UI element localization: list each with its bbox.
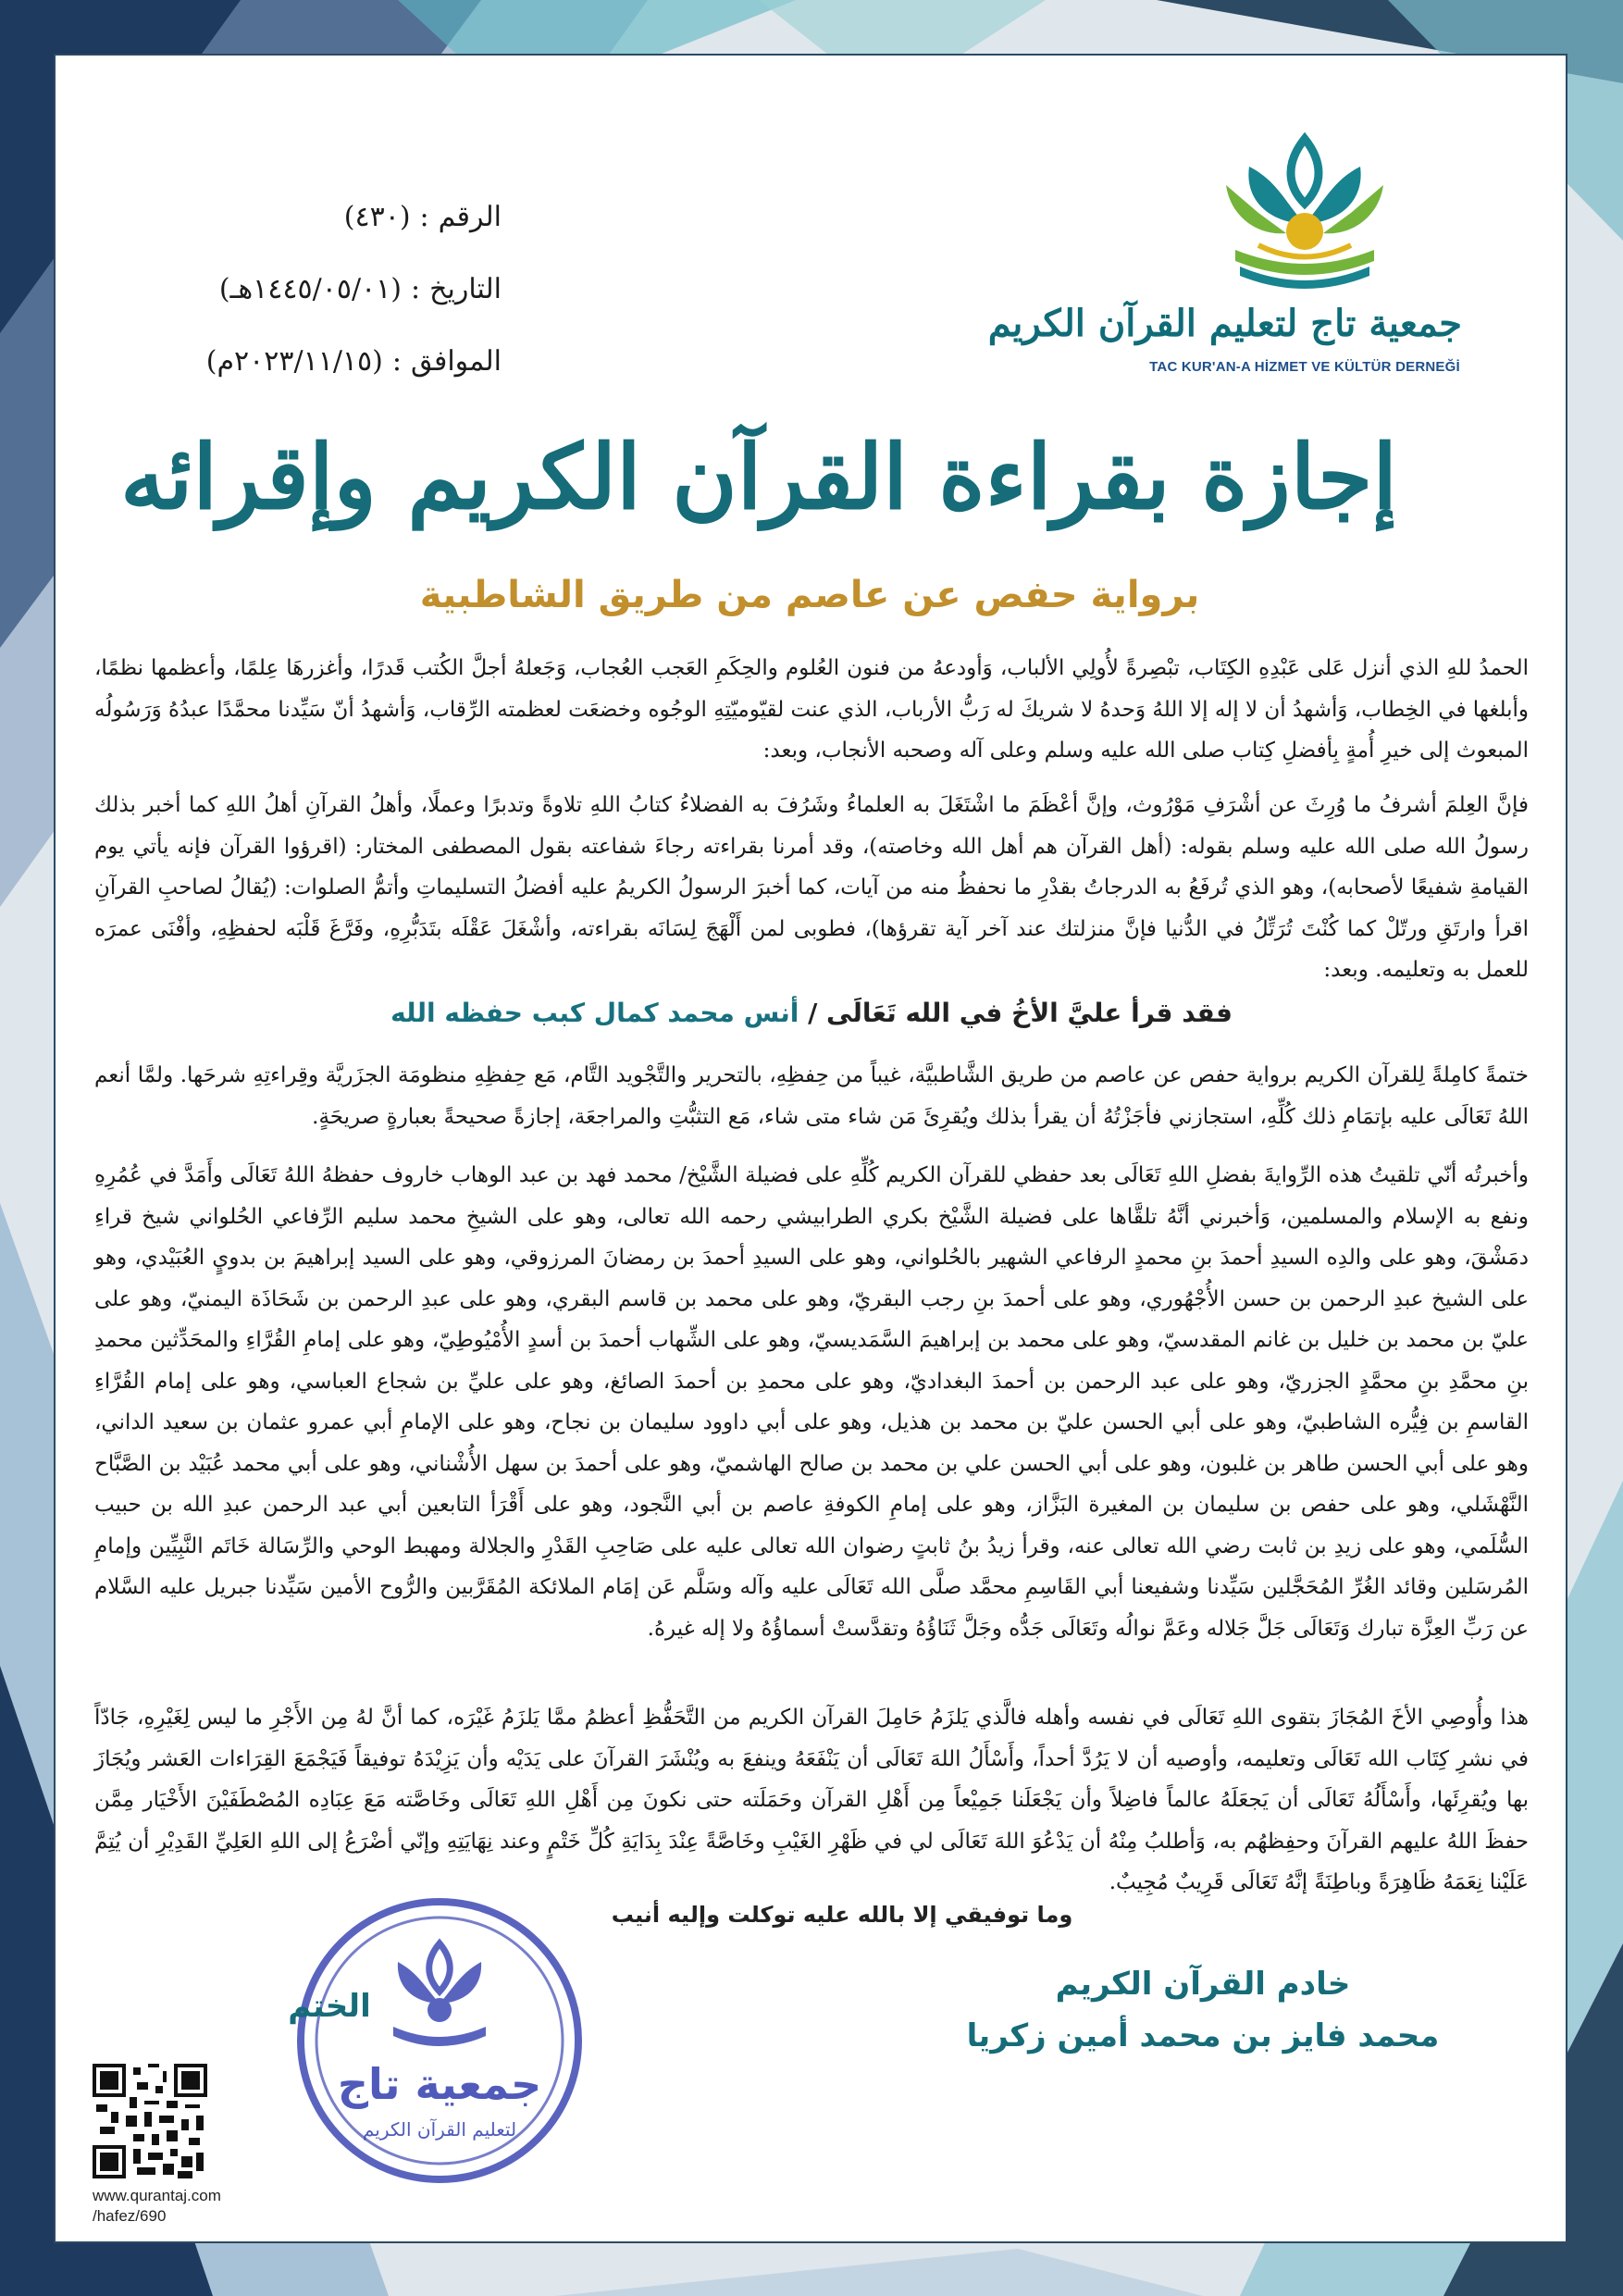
reference-number: الرقم : (٤٣٠) [168, 181, 502, 254]
stamp-text-top: جمعية تاج [337, 2059, 542, 2109]
closing-line: وما توفيقي إلا بالله عليه توكلت وإليه أنيب [611, 1902, 1073, 1928]
organization-logo [987, 130, 1462, 407]
website-url[interactable] [93, 2186, 221, 2227]
opening-paragraph-text: الحمدُ للهِ الذي أنزل عَلى عَبْدِهِ الكِتَاب، تبْصِرةً لأُولِي الألباب، وَأودعهُ من فنون العُلوم والحِكَمِ العَجب العُجاب، وَجَعلهُ أجلَّ الكُتب قَدرًا، وأغزرهَا عِلمًا، وأعظمها نظمًا، وأبلغها في الخِطاب، وَأشهدُ أن لا إله إلا اللهُ وَحدهُ لا شريكَ له رَبُّ الأرباب، الذي عنت لقيّوميّتِهِ الوجُوه وخضعَت لعظمته الرِّقاب، وَأشهدُ أنّ سَيِّدنا محمَّدًا عبدُهُ وَرَسُولُه المبعوث إلى خيرِ أُمةٍ بِأفضلِ كِتاب صلى الله عليه وسلم وعلى آله وصحبه الأنجاب، وبعد: [94, 656, 1529, 763]
hijri-date-value: (١٤٤٥/٠٥/٠١هـ) [218, 273, 403, 305]
website-url-line1[interactable]: www.qurantaj.com [93, 2187, 221, 2204]
reference-block [168, 181, 502, 398]
logo-turkish-name: TAC KUR'AN-A HİZMET VE KÜLTÜR DERNEĞİ [1149, 359, 1460, 375]
virtue-paragraph [94, 785, 1529, 991]
lotus-book-emblem-icon [1147, 130, 1462, 301]
hijri-date: التاريخ : (١٤٤٥/٠٥/٠١هـ) [168, 254, 502, 326]
official-stamp [287, 1888, 592, 2193]
stamp-emblem-icon [393, 1943, 486, 2046]
logo-arabic-name: جمعية تاج لتعليم القرآن الكريم [987, 302, 1462, 345]
hijri-date-label: التاريخ [429, 273, 502, 305]
student-name: أنس محمد كمال كبب [531, 998, 799, 1028]
qr-code[interactable] [93, 2064, 207, 2178]
reference-number-label: الرقم [438, 201, 502, 233]
stamp-label: الختم [288, 1988, 371, 2025]
signer-name: محمد فايز بن محمد أمين زكريا [966, 2017, 1440, 2054]
student-intro: فقد قرأ عليَّ الأخُ في الله تَعَالَى / [808, 998, 1233, 1028]
certificate-subtitle: برواية حفص عن عاصم من طريق الشاطبية [419, 574, 1200, 616]
signer-title: خادم القرآن الكريم [1055, 1966, 1351, 2003]
opening-paragraph [94, 648, 1529, 772]
advice-paragraph-text: هذا وأُوصِي الأخَ المُجَازَ بتقوى اللهِ تَعَالَى في نفسه وأهله فالَّذي يَلزَمُ حَامِلَ القرآن الكريم من التَّحَفُّظِ أعظمُ ممَّا يَلزَمُ غَيْرَه، كما أنَّ لهُ مِن الأَجْرِ ما ليس لِغَيْرِهِ، جَادّاً في نشرِ كِتَاب الله تَعَالَى وتعليمه، وأوصيه أن لا يَرُدَّ أحداً، وأَسْأَلُ اللهَ تَعَالَى أن يَنْفَعَهُ وينفعَ به ويُنْشَرَ القرآنَ على يَدَيْه وأن يَزِيْدَهُ توفيقاً فَيَجْمَعَ القِرَاءات العَشر ويُجَازَ بها ويُقرِئَها، وأَسْأَلُهُ تَعَالَى أن يَجعَلَهُ عالماً فاضِلاً وأن يَجْعَلَنا جَمِيْعاً مِن أَهْلِ القرآن وحَمَلَته حتى نكونَ مِن أَهْلِ اللهِ تَعَالَى وخَاصَّته مَعَ عِبَادِه المُصْطَفَيْنَ الأَخْيَار مِمَّن حفظَ اللهُ عليهم القرآنَ وحفِظهُم به، وَأطلبُ مِنْهُ أن يَدْعُوَ اللهَ تَعَالَى لي في ظَهْرِ الغَيْبِ وخَاصَّةً عِنْدَ بِدَايَةِ كُلِّ خَتْمٍ وعند نِهَايَتِهِ وإنّي أضْرَعُ إلى اللهِ العَلِيِّ القَدِيْرِ أن يُتِمَّ عَلَيْنا نِعَمَهُ ظَاهِرَةً وباطِنَةً إنَّهُ تَعَالَى قَرِيبٌ مُجِيبٌ. [94, 1706, 1529, 1894]
certificate-title: إجازة بقراءة القرآن الكريم وإقرائه [120, 425, 1397, 529]
chain-paragraph-text: وأخبرتُه أنّي تلقيتُ هذه الرِّوايةَ بفضلِ اللهِ تَعَالَى بعد حفظي للقرآن الكريم كُلِّهِ على فضيلة الشَّيْخ/ محمد فهد بن عبد الوهاب خاروف حفظهُ اللهُ تَعَالَى وأَمَدَّ في عُمُرِهِ ونفع به الإسلام والمسلمين، وَأخبرني أنَّهُ تلقَّاها على فضيلة الشَّيْخ بكري الطرابيشي رحمه الله تعالى، وهو على الشيخِ محمد سليم الرِّفاعي الحُلواني شيخ قراءِ دمَشْقَ، وهو على والدِه السيدِ أحمدَ بنِ محمدٍ الرفاعي الشهير بالحُلواني، وهو على السيدِ أحمدَ بن رمضانَ المرزوقي، وهو على السيد إبراهيمَ بن بدويٍ العُبَيْدي، وهو على الشيخ عبدِ الرحمن بن حسن الأُجْهُوري، وهو على أحمدَ بنِ رجب البقريّ، وهو على محمد بن قاسم البقري، وهو على عبدِ الرحمن بن شَحَاذَة اليمنيّ، وهو على عليّ بن محمد بن خليل بن غانم المقدسيّ، وهو على محمد بن إبراهيمَ السَّمَديسيّ، وهو على الشِّهاب أحمدَ بن أسدٍ الأُمْيُوطِيّ، وهو على إمامِ القُرَّاءِ والمحَدِّثين محمدِ بنِ محمَّدِ بنِ محمَّدٍ الجزريّ، وهو على عبد الرحمن بن أحمدَ البغداديّ، وهو على محمدِ بن أحمدَ الصائغ، وهو على عليِّ بن شجاع العباسي، وهو على إمام القُرَّاءِ القاسمِ بن فِيُّره الشاطبيّ، وهو على أبي الحسن عليّ بن محمد بن هذيل، وهو على أبي داوود سليمان بن نجاح، وهو على الإمامِ أبي عمرو عثمان بن سعيد الداني، وهو على أبي الحسن طاهر بن غلبون، وهو على أبي الحسن علي بن محمد بن صالح الهاشميّ، وهو على أحمدَ بن سهل الأُشْناني، وهو على أبي محمد عُبَيْد بن الصَّبَّاح النَّهْشَلي، وهو على حفص بن سليمان بن المغيرة البَزَّاز، وهو على إمامِ الكوفةِ عاصم بن أبي النَّجود، وهو على أَقْرَأ التابعين أبي عبد الرحمن عبدِ الله بن حبيب السُّلَمي، وهو على زيدِ بن ثابت رضي الله تعالى عنه، وقرأ زيدُ بنُ ثابتٍ رضوان الله تعالى عليه على صَاحِبِ القَدْرِ والجلالة ومهبط الوحي والرِّسَالة خَاتَم النَّبِيِّين وإمامِ المُرسَلين وقائد الغُرِّ المُحَجَّلين سَيِّدنا وشفيعنا أبي القَاسِمِ محمَّد صلَّى الله تَعَالَى عليه وآله وسَلَّم عَن إمَام الملائكة المُقَرَّبين والرُّوح الأمين سَيِّدنا جبريل عليه السَّلام عن رَبِّ العِزَّة تبارك وَتَعَالَى جَلَّ جَلاله وعَمَّ نوالُه وتَعَالَى جَدُّه وجَلَّ ثَنَاؤُهُ وتقدَّستْ أسماؤُهُ ولا إله غيرهُ. [94, 1163, 1529, 1641]
completion-paragraph-text: ختمةً كامِلةً لِلقرآن الكريم برواية حفص عن عاصم من طريق الشَّاطبيَّة، غيباً من حِفظِهِ، بالتحرير والتَّجْويد التَّام، مَع حِفظِهِ منظومَة الجزَريَّة وقِراءتِهِ شرحَها. ولمَّا أنعم اللهُ تَعَالَى عليه بإتمَامِ ذلك كُلِّهِ، استجازني فأجَزْتُهُ أن يقرأ بذلك ويُقرِئَ مَن شاء متى شاء، مَع التثبُّتِ والمراجعَة، إجازةً صحيحةً بعبارةٍ صريحَةٍ. [94, 1063, 1529, 1129]
chain-paragraph [94, 1155, 1529, 1649]
reference-number-value: (٤٣٠) [343, 201, 411, 233]
gregorian-date-label: الموافق [410, 345, 502, 378]
gregorian-date: الموافق : (٢٠٢٣/١١/١٥م) [168, 326, 502, 398]
completion-paragraph [94, 1055, 1529, 1137]
stamp-text-bottom: لتعليم القرآن الكريم [362, 2118, 517, 2141]
gregorian-date-value: (٢٠٢٣/١١/١٥م) [205, 345, 383, 378]
website-url-line2[interactable]: /hafez/690 [93, 2207, 167, 2225]
advice-paragraph [94, 1697, 1529, 1904]
student-line [94, 998, 1529, 1028]
student-suffix: حفظه الله [390, 998, 523, 1028]
virtue-paragraph-text: فإنَّ العِلمَ أشرفُ ما وُرِثَ عن أشْرَفِ مَوْرُوث، وإنَّ أعْظَمَ ما اشْتَغَلَ به العلماءُ وشَرُفَ به الفضلاءُ كتابُ اللهِ تلاوةً وتدبرًا وعملًا، وأهلُ القرآنِ أهلُ اللهِ كما أخبر بذلك رسولُ الله صلى الله عليه وسلم بقوله: (أهل القرآن هم أهل الله وخاصته)، وقد أمرنا بقراءته رجاءَ شفاعته بقول المصطفى المختار: (اقرؤوا القرآن فإنه يأتي يوم القيامةِ شفيعًا لأصحابه)، وهو الذي تُرفَعُ به الدرجاتُ بقدْرِ ما نحفظُ منه من آيات، كما أخبرَ الرسولُ الكريمُ عليه أفضلُ التسليماتِ وأتمُّ الصلوات: (يُقالُ لصاحبِ القرآنِ اقرأ وارتَقِ ورتّلْ كما كُنْتَ تُرَتِّلُ في الدُّنيا فإنَّ منزلتك عند آخر آية تقرؤها)، فطوبى لمن أَلْهَجَ لِسَانَه بقراءته، وأشْغَلَ عَقْلَه بتَدَبُّرِهِ، وفَرَّغَ قَلْبَه لحفظِهِ، وأفْنَى عمرَه للعمل به وتعليمه. وبعد: [94, 793, 1529, 982]
